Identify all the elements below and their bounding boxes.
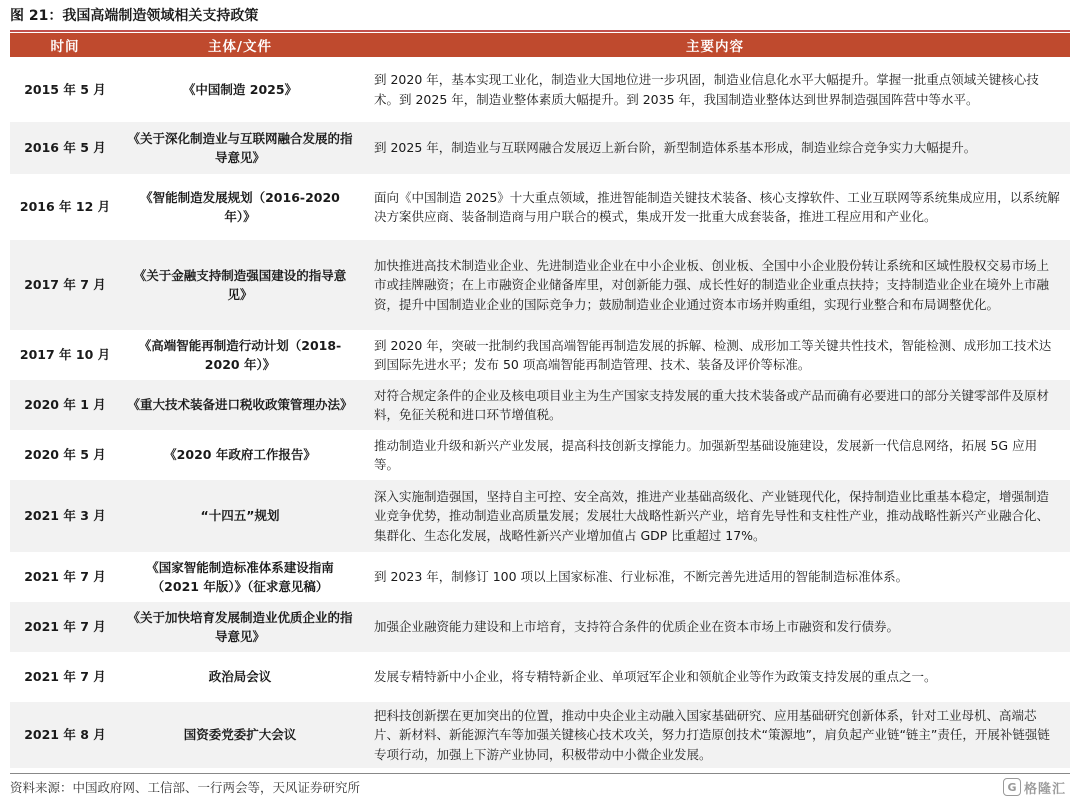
table-row bbox=[10, 57, 1070, 122]
row-doc: 《高端智能再制造行动计划（2018-2020 年）》 bbox=[138, 337, 342, 372]
row-content: 把科技创新摆在更加突出的位置，推动中央企业主动融入国家基础研究、应用基础研究创新体系，针对工业母机、高端芯片、新材料、新能源汽车等加强关键核心技术攻关，努力打造原创技术“策源地”，肩负起产业链“链主”责任，开展补链强链专项行动，加强上下游产业协同，积极带动中小微企业发展。 bbox=[360, 702, 1070, 768]
header-time: 时间 bbox=[10, 33, 120, 57]
table-row bbox=[10, 122, 1070, 174]
row-doc: 《中国制造 2025》 bbox=[182, 81, 298, 97]
row-time: 2021 年 7 月 bbox=[10, 602, 120, 652]
table-row bbox=[10, 330, 1070, 380]
row-time: 2015 年 5 月 bbox=[24, 81, 106, 97]
row-time: 2016 年 5 月 bbox=[10, 122, 120, 174]
table-row bbox=[10, 174, 1070, 240]
row-doc: 《智能制造发展规划（2016-2020 年）》 bbox=[140, 189, 340, 224]
row-doc: 《重大技术装备进口税收政策管理办法》 bbox=[120, 380, 360, 430]
table-row bbox=[10, 552, 1070, 602]
footer-divider bbox=[10, 773, 1070, 774]
table-row bbox=[10, 702, 1070, 768]
row-content: 推动制造业升级和新兴产业发展，提高科技创新支撑能力。加强新型基础设施建设，发展新一代信息网络，拓展 5G 应用等。 bbox=[374, 437, 1038, 472]
row-doc: 国资委党委扩大会议 bbox=[120, 702, 360, 768]
row-content: 加快推进高技术制造业企业、先进制造业企业在中小企业板、创业板、全国中小企业股份转让系统和区域性股权交易市场上市或挂牌融资；在上市融资企业储备库里，对创新能力强、成长性好的制造业企业重点扶持；支持制造业企业在境外上市融资，提升中国制造业企业的国际竞争力；鼓励制造业企业通过资本市场并购重组，实现行业整合和布局调整优化。 bbox=[360, 240, 1070, 330]
row-content: 到 2023 年，制修订 100 项以上国家标准、行业标准，不断完善先进适用的智能制造标准体系。 bbox=[374, 569, 909, 585]
policy-table bbox=[10, 33, 1070, 768]
row-doc: 《关于深化制造业与互联网融合发展的指导意见》 bbox=[120, 122, 360, 174]
caption-divider bbox=[10, 30, 1070, 32]
table-header-row bbox=[10, 33, 1070, 57]
watermark-text: 格隆汇 bbox=[1023, 781, 1066, 797]
table-row bbox=[10, 652, 1070, 702]
row-doc: 《关于金融支持制造强国建设的指导意见》 bbox=[120, 240, 360, 330]
row-time: 2016 年 12 月 bbox=[19, 199, 111, 215]
row-time: 2020 年 5 月 bbox=[24, 447, 106, 463]
row-content: 发展专精特新中小企业，将专精特新企业、单项冠军企业和领航企业等作为政策支持发展的重点之一。 bbox=[374, 669, 937, 685]
row-content: 加强企业融资能力建设和上市培育，支持符合条件的优质企业在资本市场上市融资和发行债券。 bbox=[360, 602, 1070, 652]
row-content: 到 2020 年，突破一批制约我国高端智能再制造发展的拆解、检测、成形加工等关键共性技术，智能检测、成形加工技术达到国际先进水平；发布 50 项高端智能再制造管理、技术、装备及评价等标准。 bbox=[374, 337, 1052, 372]
row-doc: 《国家智能制造标准体系建设指南（2021 年版）》（征求意见稿） bbox=[146, 559, 334, 594]
row-doc: 《2020 年政府工作报告》 bbox=[164, 447, 316, 463]
row-content: 到 2020 年，基本实现工业化，制造业大国地位进一步巩固，制造业信息化水平大幅提升。掌握一批重点领域关键核心技术。到 2025 年，制造业整体素质大幅提升。到 2035 年，我国制造业整体达到世界制造强国阵营中等水平。 bbox=[374, 72, 1039, 107]
figure-caption: 图 21：我国高端制造领域相关支持政策 bbox=[10, 8, 259, 24]
table-row bbox=[10, 430, 1070, 480]
row-time: 2021 年 7 月 bbox=[24, 669, 106, 685]
row-time: 2021 年 7 月 bbox=[24, 569, 106, 585]
row-doc: 政治局会议 bbox=[208, 669, 272, 685]
row-content: 到 2025 年，制造业与互联网融合发展迈上新台阶，新型制造体系基本形成，制造业综合竞争实力大幅提升。 bbox=[360, 122, 1070, 174]
table-row bbox=[10, 380, 1070, 430]
source-note: 资料来源：中国政府网、工信部、一行两会等，天风证券研究所 bbox=[10, 780, 361, 795]
row-content: 面向《中国制造 2025》十大重点领域，推进智能制造关键技术装备、核心支撑软件、工业互联网等系统集成应用，以系统解决方案供应商、装备制造商与用户联合的模式，集成开发一批重大成套装备，推进工程应用和产业化。 bbox=[374, 189, 1060, 224]
row-doc: 《关于加快培育发展制造业优质企业的指导意见》 bbox=[120, 602, 360, 652]
row-doc: “十四五”规划 bbox=[120, 480, 360, 552]
row-time: 2017 年 10 月 bbox=[19, 347, 111, 363]
table-row bbox=[10, 602, 1070, 652]
row-content: 深入实施制造强国，坚持自主可控、安全高效，推进产业基础高级化、产业链现代化，保持制造业比重基本稳定，增强制造业竞争优势，推动制造业高质量发展；发展壮大战略性新兴产业，培育先导性和支柱性产业，推动战略性新兴产业融合化、集群化、生态化发展，战略性新兴产业增加值占 GDP 比重超过 17%。 bbox=[360, 480, 1070, 552]
row-time: 2021 年 8 月 bbox=[10, 702, 120, 768]
watermark-logo-icon: G bbox=[1003, 778, 1021, 796]
table-row bbox=[10, 240, 1070, 330]
row-content: 对符合规定条件的企业及核电项目业主为生产国家支持发展的重大技术装备或产品而确有必要进口的部分关键零部件及原材料，免征关税和进口环节增值税。 bbox=[360, 380, 1070, 430]
row-time: 2017 年 7 月 bbox=[10, 240, 120, 330]
row-time: 2021 年 3 月 bbox=[10, 480, 120, 552]
header-doc: 主体/文件 bbox=[120, 33, 360, 57]
table-row bbox=[10, 480, 1070, 552]
row-time: 2020 年 1 月 bbox=[10, 380, 120, 430]
watermark bbox=[1003, 775, 1066, 799]
header-content: 主要内容 bbox=[360, 33, 1070, 57]
